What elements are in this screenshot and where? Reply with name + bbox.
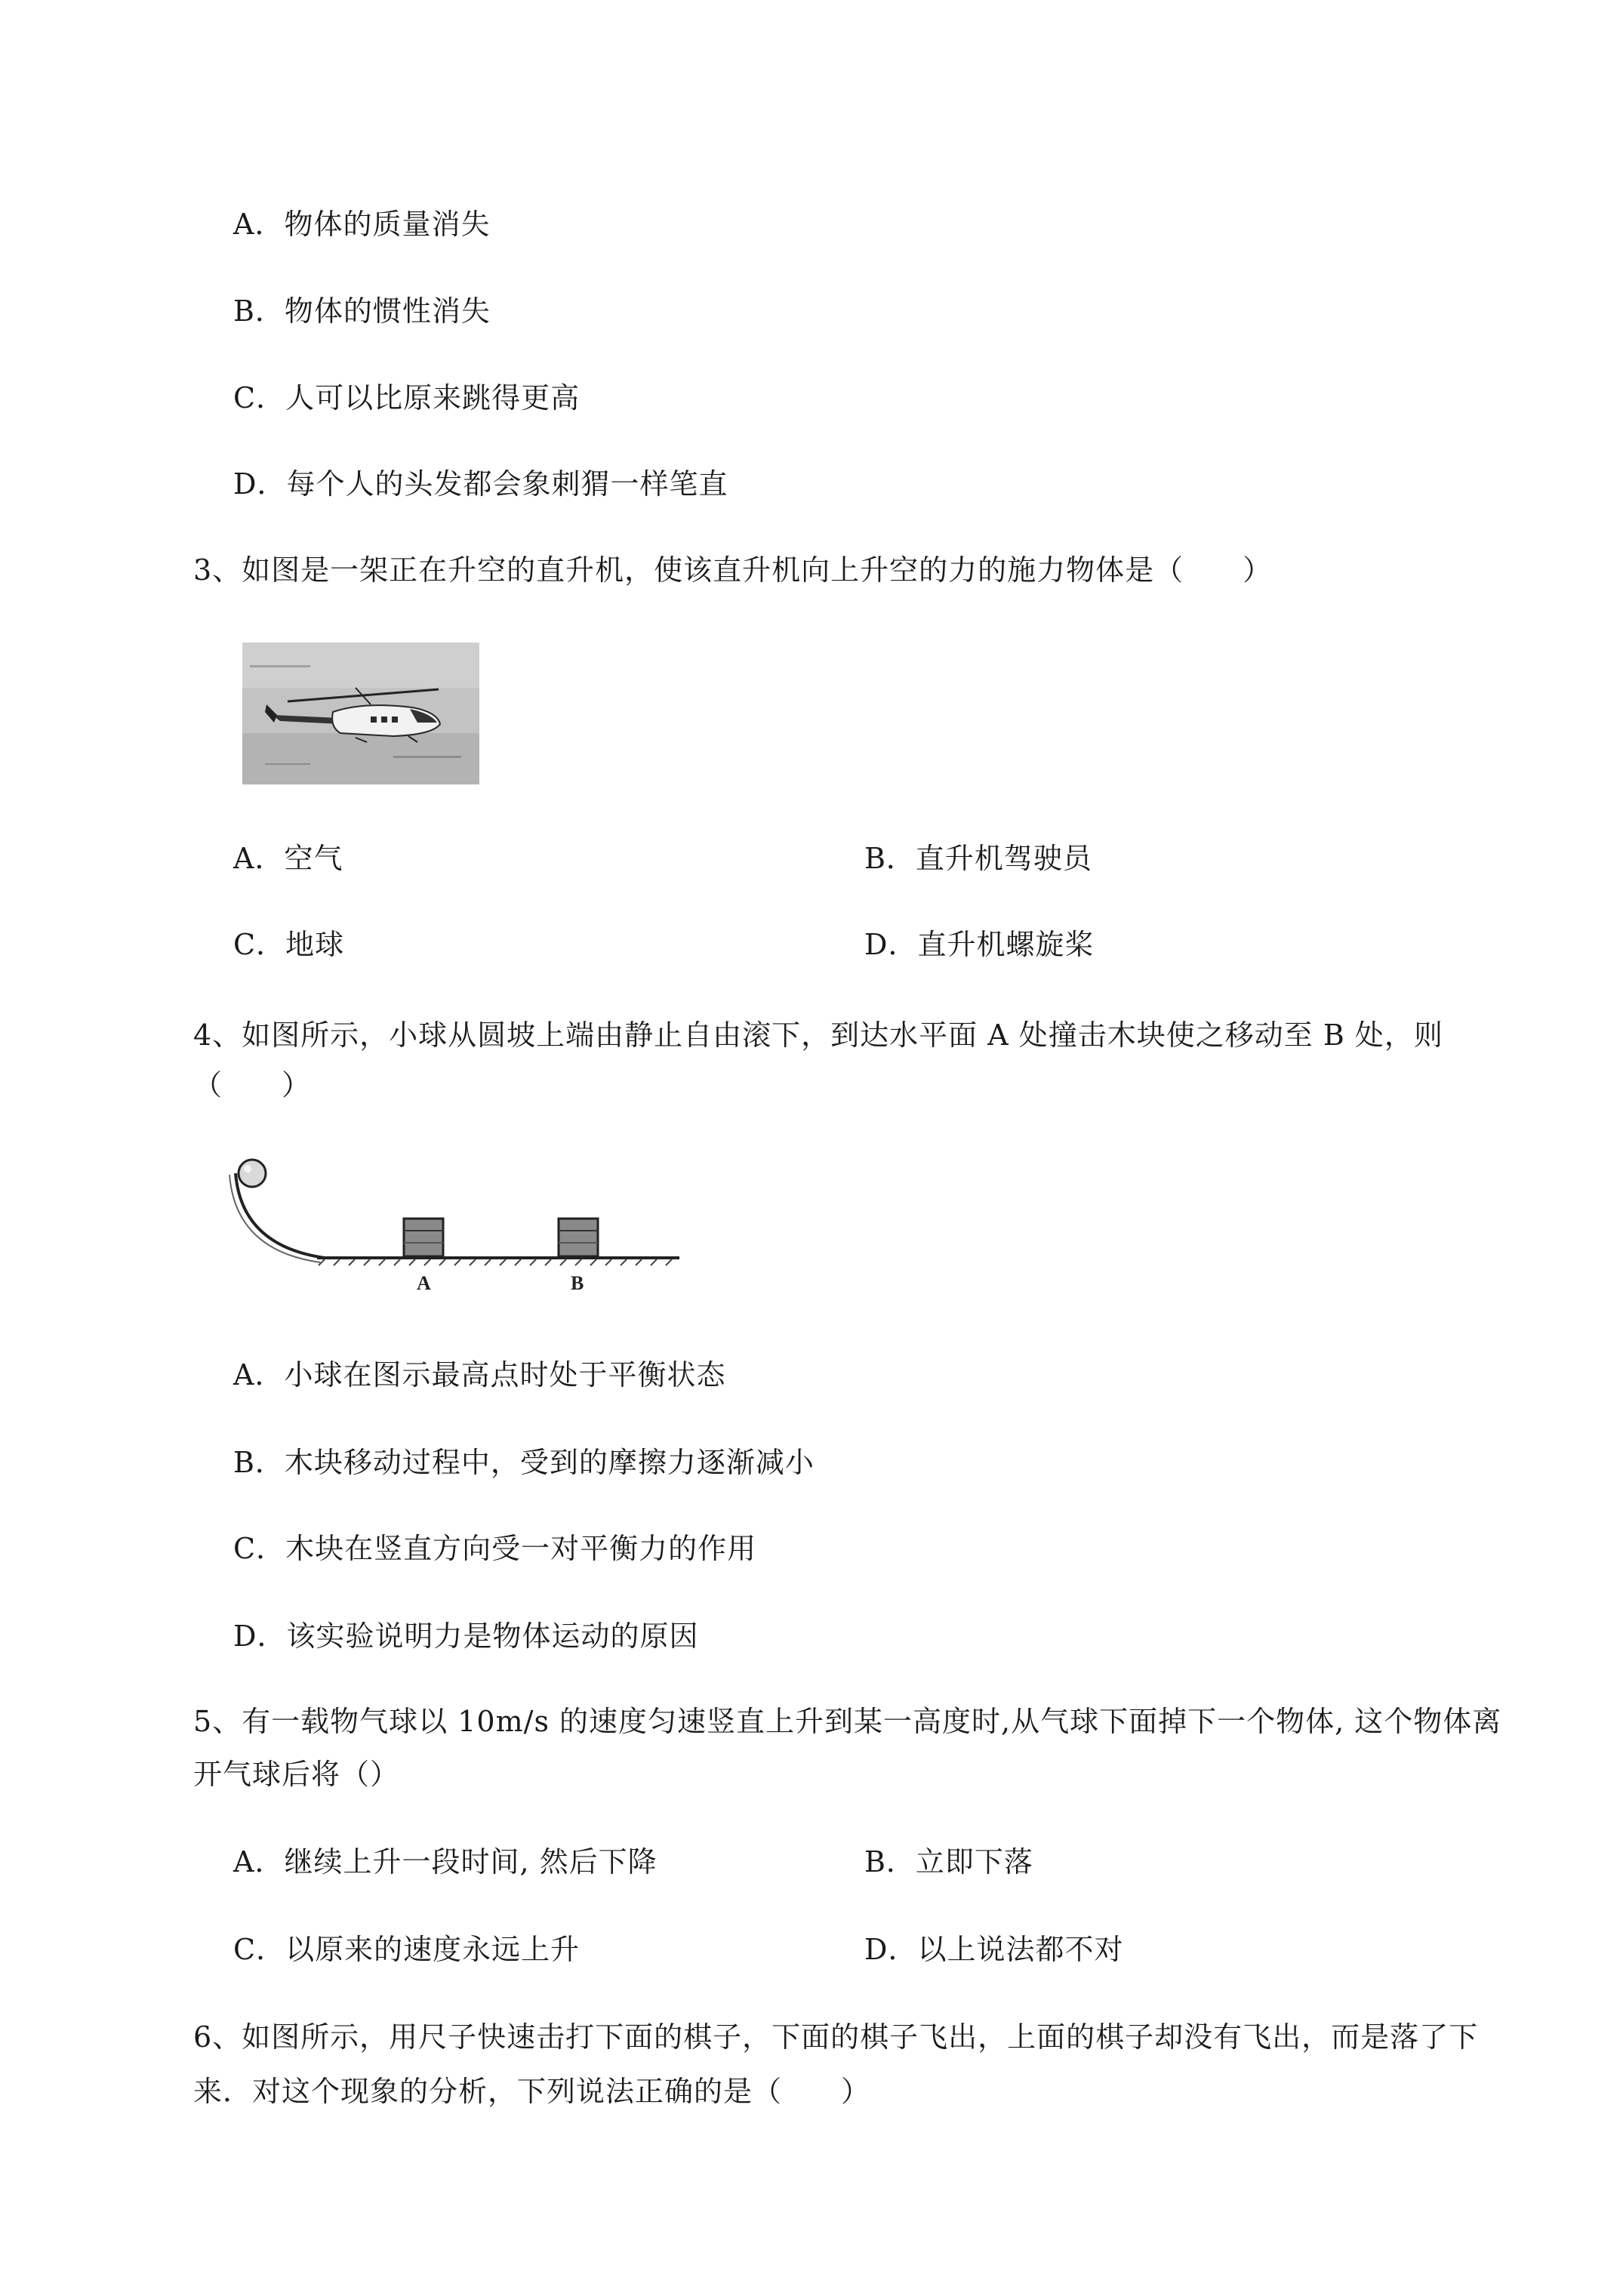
- q4-stem-line2: （ ）: [193, 1068, 312, 1102]
- q4-stem-line1: 4、如图所示，小球从圆坡上端由静止自由滚下，到达水平面 A 处撞击木块使之移动至 B 处，则: [193, 1019, 1443, 1052]
- q5-stem-line2: 开气球后将（）: [193, 1758, 400, 1791]
- q5-option-a: A．继续上升一段时间, 然后下降: [233, 1845, 658, 1878]
- q5-option-b: B．立即下落: [864, 1845, 1033, 1878]
- q4-option-b: B．木块移动过程中，受到的摩擦力逐渐减小: [233, 1446, 815, 1479]
- ball: [239, 1160, 266, 1187]
- q4-option-a: A．小球在图示最高点时处于平衡状态: [233, 1358, 726, 1391]
- q3-option-d: D．直升机螺旋桨: [864, 928, 1095, 961]
- label-a: A: [417, 1272, 431, 1294]
- q2-option-b: B．物体的惯性消失: [233, 294, 491, 328]
- q2-option-a: A．物体的质量消失: [233, 208, 491, 241]
- q6-stem-line1: 6、如图所示，用尺子快速击打下面的棋子，下面的棋子飞出，上面的棋子却没有飞出，而是落了下: [193, 2020, 1479, 2054]
- helicopter-image: [242, 643, 479, 784]
- q5-option-c: C．以原来的速度永远上升: [233, 1933, 581, 1966]
- q3-option-a: A．空气: [233, 842, 343, 875]
- q2-option-d: D．每个人的头发都会象刺猬一样笔直: [233, 467, 728, 501]
- label-b: B: [571, 1272, 584, 1294]
- ramp-diagram: [219, 1155, 687, 1306]
- q2-option-c: C．人可以比原来跳得更高: [233, 381, 581, 415]
- q6-stem-line2: 来．对这个现象的分析，下列说法正确的是（ ）: [193, 2075, 871, 2108]
- q3-stem: 3、如图是一架正在升空的直升机，使该直升机向上升空的力的施力物体是（ ）: [193, 553, 1273, 587]
- q3-option-b: B．直升机驾驶员: [864, 842, 1092, 875]
- q4-option-d: D．该实验说明力是物体运动的原因: [233, 1620, 699, 1653]
- q5-option-d: D．以上说法都不对: [864, 1933, 1124, 1966]
- q5-stem-line1: 5、有一载物气球以 10m/s 的速度匀速竖直上升到某一高度时,从气球下面掉下一个物体, 这个物体离: [193, 1705, 1502, 1738]
- q3-option-c: C．地球: [233, 928, 345, 961]
- block-a: [404, 1219, 443, 1256]
- block-b: [559, 1219, 598, 1256]
- ground-hatch: [319, 1259, 672, 1265]
- helicopter-photo: [242, 643, 479, 784]
- q4-option-c: C．木块在竖直方向受一对平衡力的作用: [233, 1532, 757, 1565]
